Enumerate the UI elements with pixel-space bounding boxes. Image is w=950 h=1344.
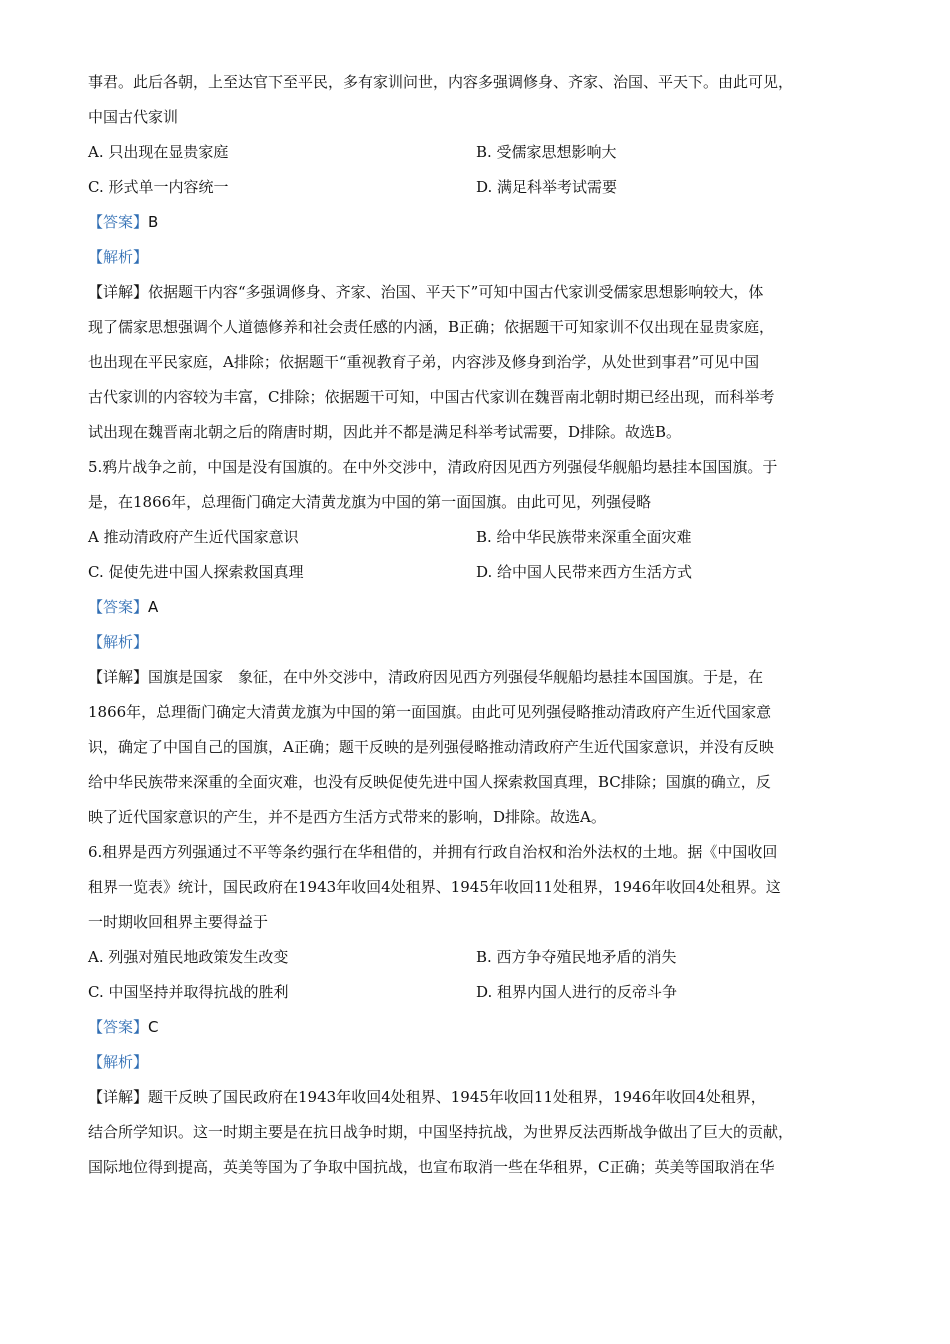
q4-option-a: A. 只出现在显贵家庭	[88, 143, 229, 161]
q5-detail-line-4: 给中华民族带来深重的全面灾难，也没有反映促使先进中国人探索救国真理，BC排除；国旗的确立，反	[88, 773, 771, 791]
q5-detail	[88, 665, 870, 829]
q6-answer	[88, 1015, 870, 1039]
q6-detail-tag: 【详解】	[88, 1088, 149, 1106]
q4-detail	[88, 280, 870, 444]
q5-detail-line-1: 国旗是国家 象征，在中外交涉中，清政府因见西方列强侵华舰船均悬挂本国国旗。于是，在	[148, 668, 764, 686]
q6-answer-value: C	[148, 1018, 159, 1036]
q4-options-row-2	[88, 175, 870, 199]
q5-options-row-2	[88, 560, 870, 584]
q6-detail	[88, 1085, 870, 1179]
q5-option-c: C. 促使先进中国人探索救国真理	[88, 563, 304, 581]
q6-stem-line-1: 6.租界是西方列强通过不平等条约强行在华租借的，并拥有行政自治权和治外法权的土地。据《中国收回	[88, 843, 778, 861]
q6-options-row-2	[88, 980, 870, 1004]
q4-options-row-1	[88, 140, 870, 164]
q5-answer-tag: 【答案】	[88, 598, 149, 616]
q4-detail-line-1: 依据题干内容“多强调修身、齐家、治国、平天下”可知中国古代家训受儒家思想影响较大，体	[148, 283, 764, 301]
q5-option-a: A 推动清政府产生近代国家意识	[88, 528, 299, 546]
q5-answer-value: A	[148, 598, 159, 616]
q4-detail-line-3: 也出现在平民家庭，A排除；依据题干“重视教育子弟，内容涉及修身到治学，从处世到事君”可见中国	[88, 353, 760, 371]
q5-detail-line-2: 1866年，总理衙门确定大清黄龙旗为中国的第一面国旗。由此可见列强侵略推动清政府产生近代国家意	[88, 703, 772, 721]
q4-answer	[88, 210, 870, 234]
q4-answer-value: B	[148, 213, 159, 231]
q6-detail-line-2: 结合所学知识。这一时期主要是在抗日战争时期，中国坚持抗战，为世界反法西斯战争做出了巨大的贡献，	[88, 1123, 794, 1141]
q4-detail-line-4: 古代家训的内容较为丰富，C排除；依据题干可知，中国古代家训在魏晋南北朝时期已经出现，而科举考	[88, 388, 775, 406]
q4-stem-line-2: 中国古代家训	[88, 108, 179, 126]
q4-detail-tag: 【详解】	[88, 283, 149, 301]
q5-stem-line-1: 5.鸦片战争之前，中国是没有国旗的。在中外交涉中，清政府因见西方列强侵华舰船均悬挂本国国旗。于	[88, 458, 778, 476]
q5-analysis-tag: 【解析】	[88, 633, 149, 651]
q4-analysis-tag: 【解析】	[88, 248, 149, 266]
q5-detail-line-3: 识，确定了中国自己的国旗，A正确；题干反映的是列强侵略推动清政府产生近代国家意识，并没有反映	[88, 738, 774, 756]
q4-option-d: D. 满足科举考试需要	[476, 178, 618, 196]
q6-answer-tag: 【答案】	[88, 1018, 149, 1036]
document-page	[88, 70, 870, 1190]
q4-option-c: C. 形式单一内容统一	[88, 178, 229, 196]
q5-option-b: B. 给中华民族带来深重全面灾难	[476, 528, 692, 546]
q6-stem-line-3: 一时期收回租界主要得益于	[88, 913, 269, 931]
q6-option-c: C. 中国坚持并取得抗战的胜利	[88, 983, 289, 1001]
q5-options-row-1	[88, 525, 870, 549]
q5-stem-line-2: 是，在1866年，总理衙门确定大清黄龙旗为中国的第一面国旗。由此可见，列强侵略	[88, 493, 652, 511]
q4-answer-tag: 【答案】	[88, 213, 149, 231]
q4-stem-line-1: 事君。此后各朝，上至达官下至平民，多有家训问世，内容多强调修身、齐家、治国、平天下。由此可见，	[88, 73, 794, 91]
q5-detail-line-5: 映了近代国家意识的产生，并不是西方生活方式带来的影响，D排除。故选A。	[88, 808, 606, 826]
q5-option-d: D. 给中国人民带来西方生活方式	[476, 563, 693, 581]
q4-detail-line-5: 试出现在魏晋南北朝之后的隋唐时期，因此并不都是满足科举考试需要，D排除。故选B。	[88, 423, 682, 441]
q5-answer	[88, 595, 870, 619]
q6-analysis-tag: 【解析】	[88, 1053, 149, 1071]
q6-options-row-1	[88, 945, 870, 969]
q6-option-d: D. 租界内国人进行的反帝斗争	[476, 983, 678, 1001]
q4-option-b: B. 受儒家思想影响大	[476, 143, 617, 161]
q6-stem-line-2: 租界一览表》统计，国民政府在1943年收回4处租界、1945年收回11处租界，1946年收回4处租界。这	[88, 878, 781, 896]
q5-detail-tag: 【详解】	[88, 668, 149, 686]
q6-option-a: A. 列强对殖民地政策发生改变	[88, 948, 289, 966]
q4-detail-line-2: 现了儒家思想强调个人道德修养和社会责任感的内涵，B正确；依据题干可知家训不仅出现在显贵家庭，	[88, 318, 775, 336]
q6-detail-line-1: 题干反映了国民政府在1943年收回4处租界、1945年收回11处租界，1946年收回4处租界，	[148, 1088, 766, 1106]
q6-option-b: B. 西方争夺殖民地矛盾的消失	[476, 948, 677, 966]
q6-detail-line-3: 国际地位得到提高，英美等国为了争取中国抗战，也宣布取消一些在华租界，C正确；英美等国取消在华	[88, 1158, 775, 1176]
